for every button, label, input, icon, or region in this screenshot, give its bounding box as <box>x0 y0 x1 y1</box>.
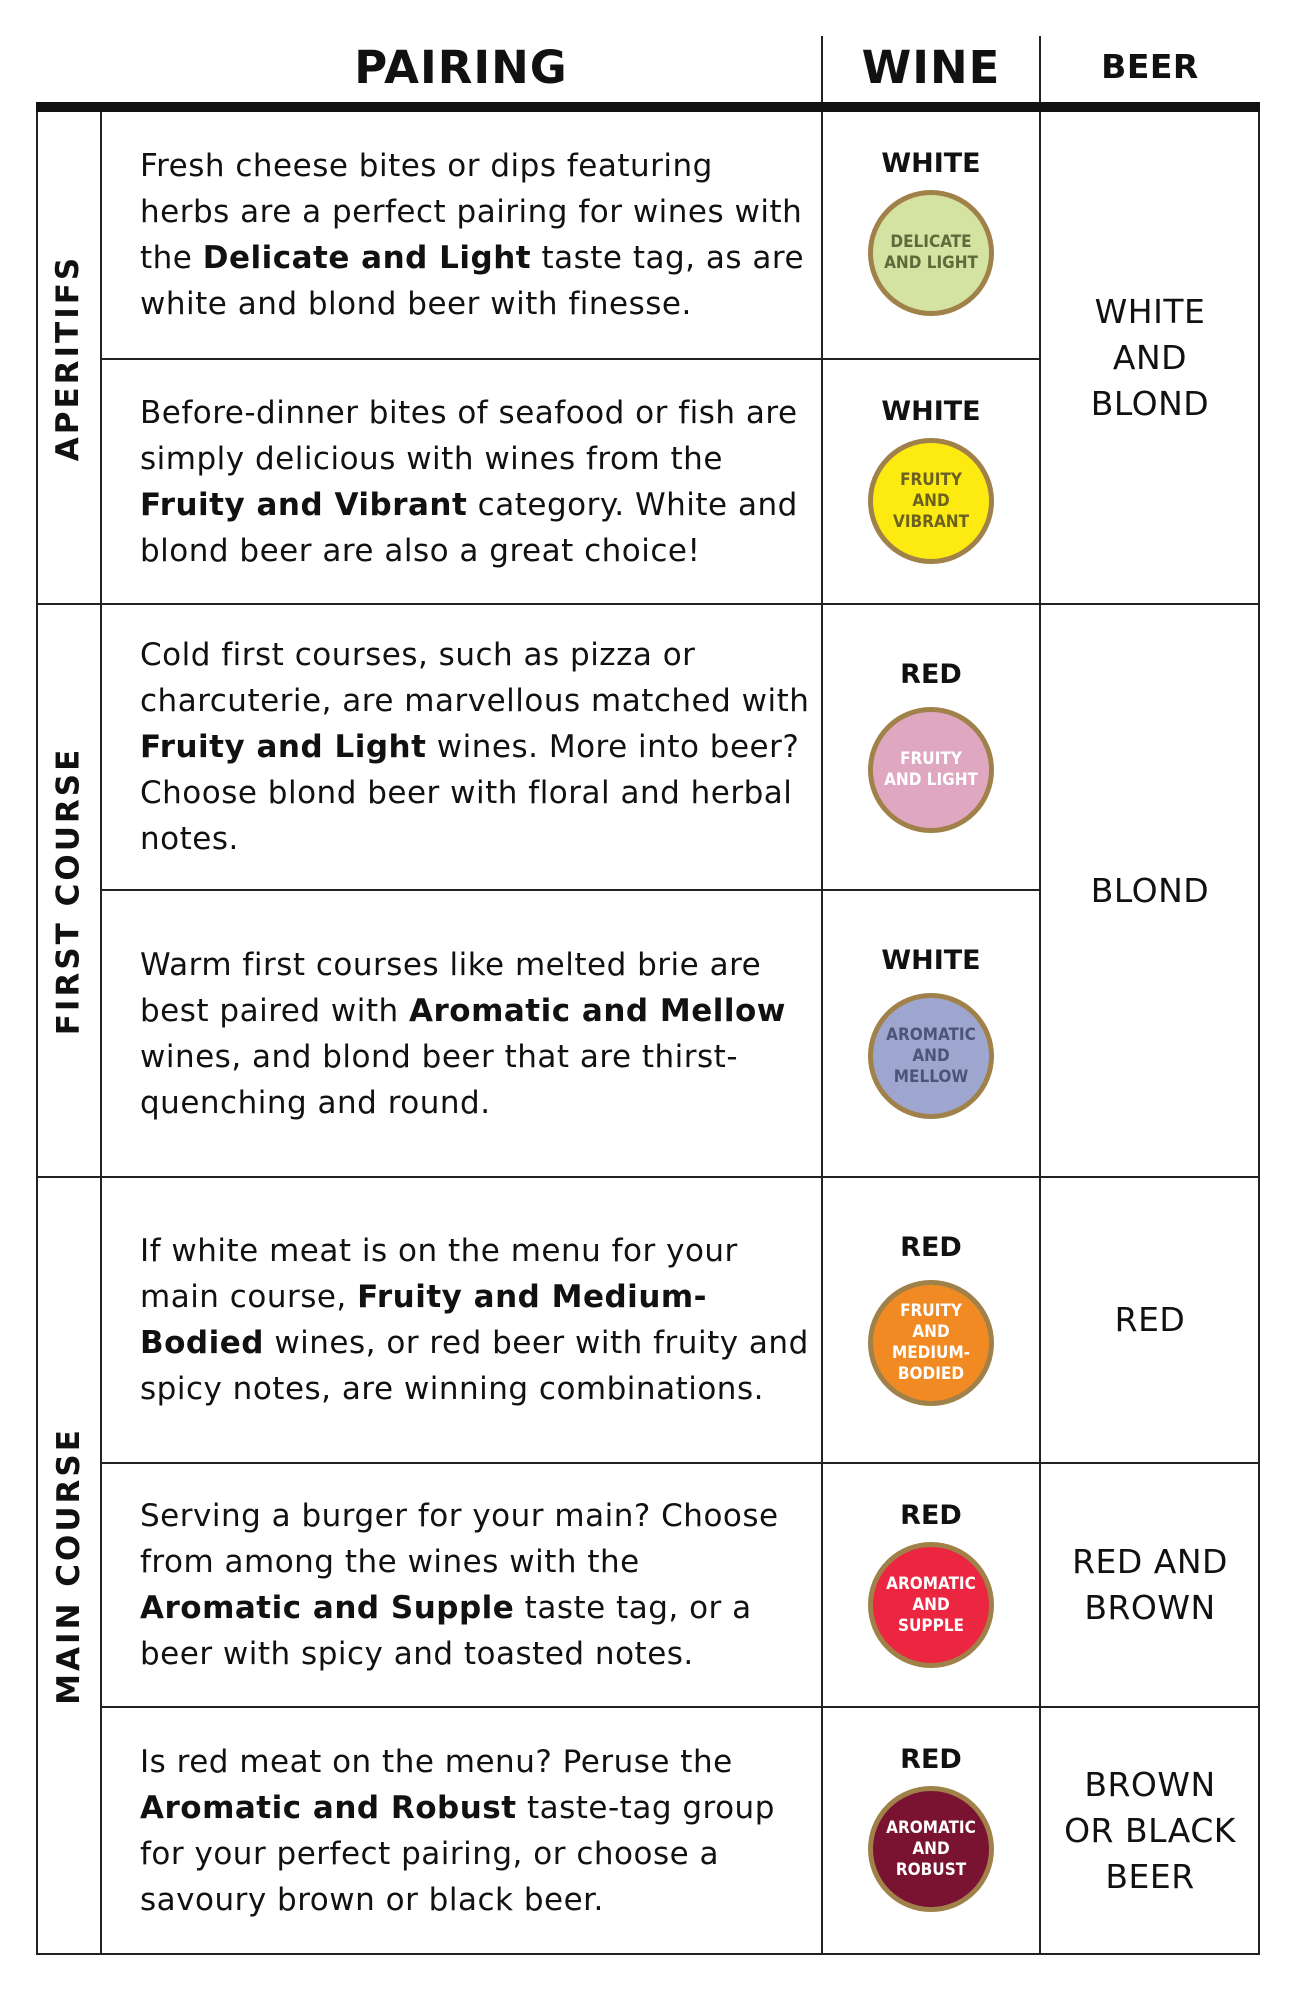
section-label-main-course: MAIN COURSE <box>50 1426 87 1705</box>
wine-type-label: WHITE <box>881 148 981 179</box>
wine-cell <box>822 1178 1040 1462</box>
wine-cell <box>822 891 1040 1176</box>
wine-cell <box>822 1708 1040 1953</box>
taste-tag-badge: FRUITY AND MEDIUM-BODIED <box>868 1280 994 1406</box>
wine-cell <box>822 360 1040 603</box>
header-rule <box>36 102 1260 112</box>
beer-header: BEER <box>1101 47 1199 86</box>
pairing-text: Warm first courses like melted brie are best paired with Aromatic and Mellow wines, and blond beer that are thirst-quenching and round. <box>140 946 786 1121</box>
taste-tag-badge: AROMATIC AND MELLOW <box>868 993 994 1119</box>
taste-tag-badge: DELICATE AND LIGHT <box>868 190 994 316</box>
pairing-text: Cold first courses, such as pizza or charcuterie, are marvellous matched with Fruity and Light wines. More into beer? Choose blond beer with floral and herbal notes. <box>140 637 810 857</box>
beer-cell: RED <box>1114 1300 1186 1339</box>
header-divider <box>1039 36 1041 102</box>
taste-tag-badge: AROMATIC AND ROBUST <box>868 1786 994 1912</box>
pairing-header: PAIRING <box>354 40 568 94</box>
pairing-text: If white meat is on the menu for your main course, Fruity and Medium-Bodied wines, or red beer with fruity and spicy notes, are winning combinations. <box>140 1233 809 1407</box>
beer-cell: BROWN OR BLACK BEER <box>1064 1764 1236 1896</box>
beer-cell: WHITE AND BLOND <box>1090 291 1210 423</box>
taste-tag-badge: FRUITY AND LIGHT <box>868 707 994 833</box>
wine-cell <box>822 112 1040 358</box>
taste-tag-badge: AROMATIC AND SUPPLE <box>868 1542 994 1668</box>
section-label-first-course: FIRST COURSE <box>50 746 87 1035</box>
pairing-text: Serving a burger for your main? Choose from among the wines with the Aromatic and Supple taste tag, or a beer with spicy and toasted notes. <box>140 1498 779 1672</box>
beer-cell: RED AND BROWN <box>1072 1542 1228 1627</box>
header-divider <box>821 36 823 102</box>
wine-cell <box>822 1464 1040 1706</box>
table-bottom-border <box>36 1953 1260 1955</box>
wine-header: WINE <box>861 40 1001 94</box>
pairing-text: Fresh cheese bites or dips featuring herbs are a perfect pairing for wines with the Delicate and Light taste tag, as are white and blond beer with finesse. <box>140 148 805 322</box>
section-label-aperitifs: APERITIFS <box>50 254 87 461</box>
wine-type-label: RED <box>900 659 962 690</box>
taste-tag-badge: FRUITY AND VIBRANT <box>868 438 994 564</box>
wine-type-label: RED <box>900 1232 962 1263</box>
pairing-text: Before-dinner bites of seafood or fish are simply delicious with wines from the Fruity and Vibrant category. White and blond beer are also a great choice! <box>140 394 798 569</box>
wine-type-label: WHITE <box>881 396 981 427</box>
wine-type-label: RED <box>900 1500 962 1531</box>
wine-type-label: RED <box>900 1744 962 1775</box>
beer-cell: BLOND <box>1090 870 1210 910</box>
pairing-text: Is red meat on the menu? Peruse the Aromatic and Robust taste-tag group for your perfect pairing, or choose a savoury brown or black beer. <box>140 1743 775 1918</box>
wine-type-label: WHITE <box>881 945 981 976</box>
wine-cell <box>822 605 1040 889</box>
